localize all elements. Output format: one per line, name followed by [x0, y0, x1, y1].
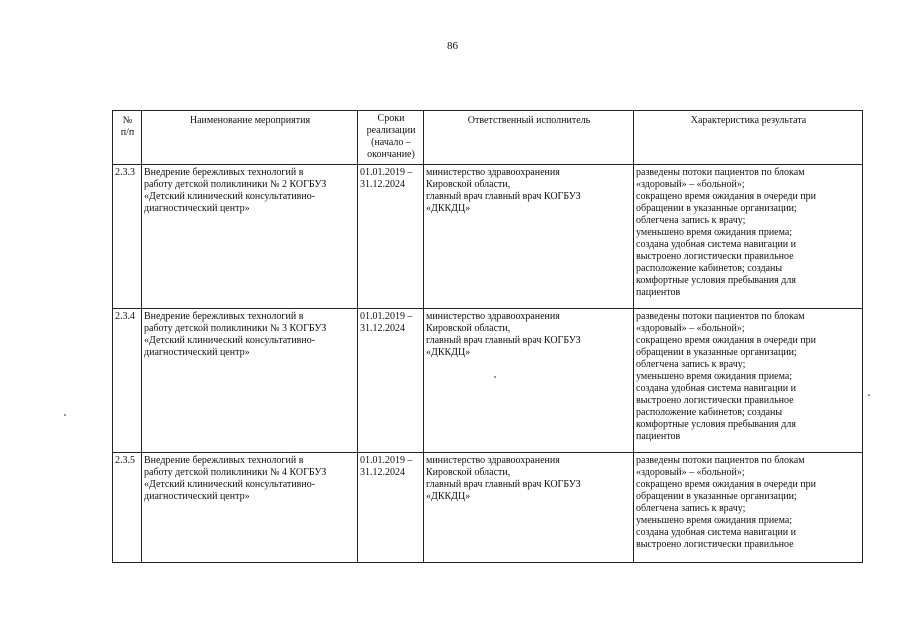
cell-executor: [424, 165, 634, 309]
cell-executor-line: министерство здравоохранения: [426, 311, 560, 322]
cell-name: [142, 309, 358, 453]
cell-name-line: диагностический центр»: [144, 491, 250, 502]
cell-result: [634, 309, 863, 453]
cell-result-line: уменьшено время ожидания приема;: [636, 371, 793, 382]
cell-result-line: обращении в указанные организации;: [636, 203, 797, 214]
cell-num: 2.3.4: [113, 309, 142, 453]
cell-name-line: работу детской поликлиники № 2 КОГБУЗ: [144, 179, 327, 190]
header-term-line: окончание): [367, 149, 415, 160]
header-term-line: (начало –: [371, 137, 411, 148]
cell-term-line: 31.12.2024: [360, 467, 405, 478]
cell-result-line: уменьшено время ожидания приема;: [636, 515, 793, 526]
cell-result-line: комфортные условия пребывания для: [636, 275, 796, 286]
cell-result-line: создана удобная система навигации и: [636, 527, 797, 538]
cell-executor: [424, 453, 634, 563]
page-number: 86: [447, 40, 458, 52]
activities-table: [112, 110, 863, 563]
table-row: [113, 165, 863, 309]
cell-result-line: комфортные условия пребывания для: [636, 419, 796, 430]
table-row: [113, 309, 863, 453]
header-term-line: Сроки: [377, 113, 405, 124]
cell-result: [634, 165, 863, 309]
cell-result-line: пациентов: [636, 431, 681, 442]
cell-name-line: Внедрение бережливых технологий в: [144, 311, 304, 322]
cell-term: [358, 453, 424, 563]
cell-name-line: Внедрение бережливых технологий в: [144, 455, 304, 466]
cell-executor-line: Кировской области,: [426, 179, 511, 190]
cell-term-line: 01.01.2019 –: [360, 455, 413, 466]
cell-name-line: работу детской поликлиники № 3 КОГБУЗ: [144, 323, 327, 334]
scan-speck: [64, 414, 66, 416]
cell-executor-line: министерство здравоохранения: [426, 167, 560, 178]
cell-term: [358, 165, 424, 309]
cell-result-line: облегчена запись к врачу;: [636, 503, 746, 514]
cell-result-line: создана удобная система навигации и: [636, 383, 797, 394]
cell-name-line: диагностический центр»: [144, 347, 250, 358]
header-term-line: реализации: [366, 125, 416, 136]
header-executor: Ответственный исполнитель: [424, 111, 634, 165]
cell-num: 2.3.3: [113, 165, 142, 309]
header-name: Наименование мероприятия: [142, 111, 358, 165]
cell-result-line: создана удобная система навигации и: [636, 239, 797, 250]
cell-result-line: разведены потоки пациентов по блокам: [636, 455, 805, 466]
cell-executor-line: «ДККДЦ»: [426, 491, 471, 502]
cell-name-line: «Детский клинический консультативно-: [144, 191, 316, 202]
table-header-row: [113, 111, 863, 165]
cell-result-line: выстроено логистически правильное: [636, 539, 794, 550]
header-term: [358, 111, 424, 165]
cell-result-line: «здоровый» – «больной»;: [636, 323, 745, 334]
scan-speck: [494, 376, 496, 378]
cell-executor-line: министерство здравоохранения: [426, 455, 560, 466]
cell-result-line: выстроено логистически правильное: [636, 395, 794, 406]
header-num: [113, 111, 142, 165]
cell-executor-line: главный врач главный врач КОГБУЗ: [426, 479, 581, 490]
cell-term-line: 01.01.2019 –: [360, 311, 413, 322]
cell-result-line: выстроено логистически правильное: [636, 251, 794, 262]
cell-name-line: «Детский клинический консультативно-: [144, 335, 316, 346]
cell-term-line: 01.01.2019 –: [360, 167, 413, 178]
cell-executor-line: главный врач главный врач КОГБУЗ: [426, 335, 581, 346]
cell-result-line: уменьшено время ожидания приема;: [636, 227, 793, 238]
header-result: Характеристика результата: [634, 111, 863, 165]
cell-executor-line: «ДККДЦ»: [426, 347, 471, 358]
header-num-line: п/п: [120, 127, 135, 138]
cell-result-line: «здоровый» – «больной»;: [636, 179, 745, 190]
cell-name-line: «Детский клинический консультативно-: [144, 479, 316, 490]
cell-result-line: разведены потоки пациентов по блокам: [636, 311, 805, 322]
cell-result-line: сокращено время ожидания в очереди при: [636, 479, 817, 490]
cell-executor-line: Кировской области,: [426, 467, 511, 478]
cell-result-line: сокращено время ожидания в очереди при: [636, 191, 817, 202]
cell-name-line: диагностический центр»: [144, 203, 250, 214]
cell-result-line: пациентов: [636, 287, 681, 298]
cell-result-line: обращении в указанные организации;: [636, 491, 797, 502]
cell-result-line: разведены потоки пациентов по блокам: [636, 167, 805, 178]
cell-executor: [424, 309, 634, 453]
cell-num: 2.3.5: [113, 453, 142, 563]
cell-name-line: Внедрение бережливых технологий в: [144, 167, 304, 178]
cell-result-line: сокращено время ожидания в очереди при: [636, 335, 817, 346]
cell-term: [358, 309, 424, 453]
table-row: [113, 453, 863, 563]
table-body: [113, 165, 863, 563]
cell-result-line: «здоровый» – «больной»;: [636, 467, 745, 478]
cell-name: [142, 453, 358, 563]
cell-result-line: облегчена запись к врачу;: [636, 359, 746, 370]
cell-executor-line: Кировской области,: [426, 323, 511, 334]
cell-term-line: 31.12.2024: [360, 323, 405, 334]
cell-name: [142, 165, 358, 309]
cell-name-line: работу детской поликлиники № 4 КОГБУЗ: [144, 467, 327, 478]
cell-result-line: расположение кабинетов; созданы: [636, 407, 783, 418]
cell-executor-line: главный врач главный врач КОГБУЗ: [426, 191, 581, 202]
cell-result-line: обращении в указанные организации;: [636, 347, 797, 358]
cell-result-line: расположение кабинетов; созданы: [636, 263, 783, 274]
scan-speck: [868, 394, 870, 396]
cell-term-line: 31.12.2024: [360, 179, 405, 190]
header-num-line: №: [122, 115, 133, 126]
cell-executor-line: «ДККДЦ»: [426, 203, 471, 214]
cell-result-line: облегчена запись к врачу;: [636, 215, 746, 226]
cell-result: [634, 453, 863, 563]
